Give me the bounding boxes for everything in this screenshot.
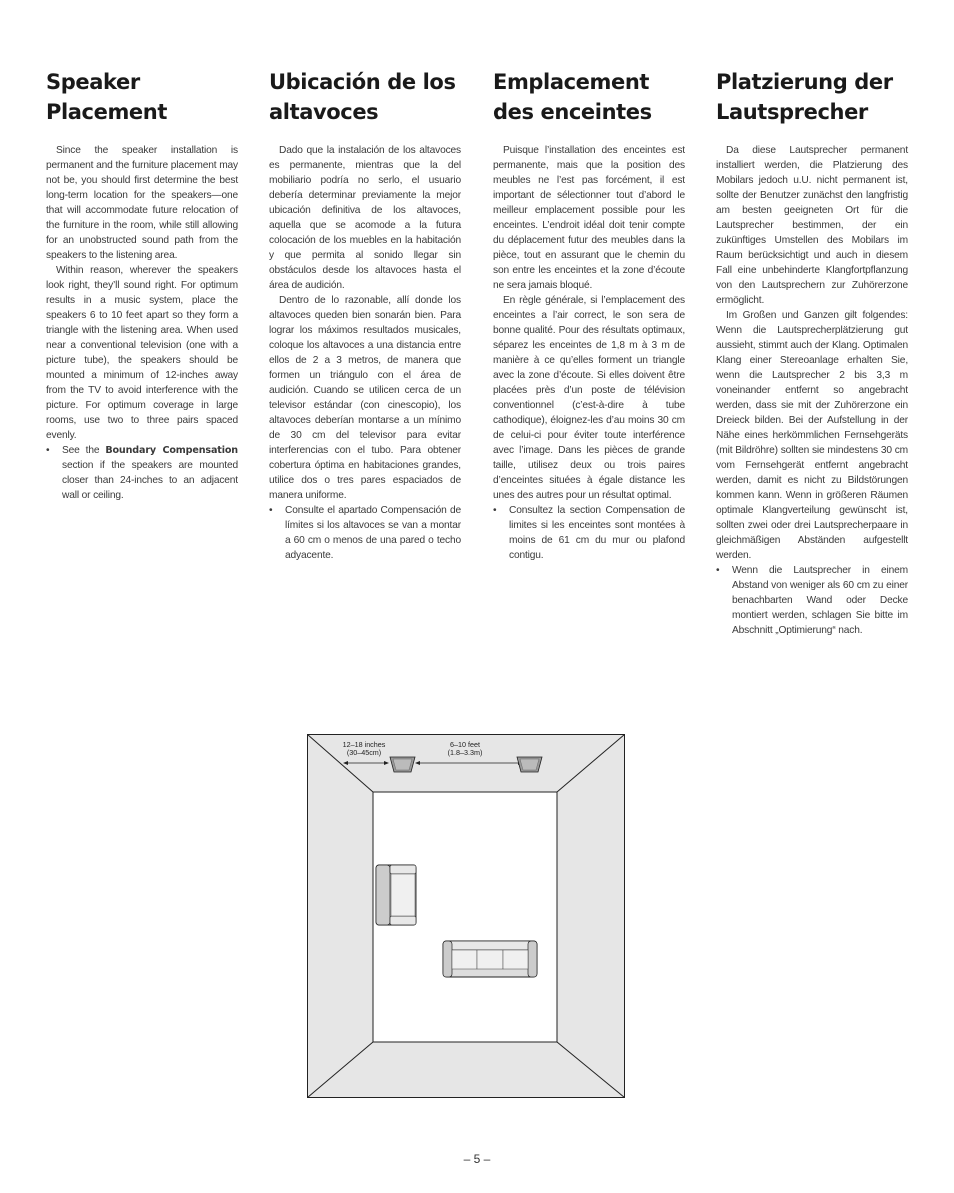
speaker-spacing-label: 6–10 feet xyxy=(450,740,480,749)
paragraph: Da diese Lautsprecher permanent installiert werden, die Platzierung des Mobilars jedoch u.U. nicht permanent ist, sollte der Benutzer zunächst den langfristig am besten geeigneten Ort für die Lautsprecher bestimmen, der ein zukünftiges Umstellen des Mobilars im Raum berücksichtigt und auch in diesem Fall eine unbehinderte Klangfortpflanzung von den Lautsprechern zur Zuhörerzone ermöglicht. xyxy=(716,145,908,306)
bullet-list xyxy=(269,503,461,563)
bullet-glyph: • xyxy=(269,505,273,516)
bullet-glyph: • xyxy=(716,565,720,576)
bullet-text: Wenn die Lautsprecher in einem Abstand von weniger als 60 cm zu einer benachbarten Wand oder Decke montiert werden, schlagen Sie bitte im Abschnitt „Optimierung“ nach. xyxy=(732,565,908,636)
bullet-text: Consulte el apartado Compensación de límites si los altavoces se van a montar a 60 cm o menos de una pared o techo adyacente. xyxy=(285,505,461,561)
bullet-text: See the xyxy=(62,445,106,456)
page-number: – 5 – xyxy=(463,1152,491,1166)
bullet-item xyxy=(493,503,685,563)
wall-distance-label: 12–18 inches xyxy=(342,740,386,749)
paragraph: Within reason, wherever the speakers look right, they’ll sound right. For optimum results in a music system, place the speakers 6 to 10 feet apart so they form a triangle with the listening area. When used near a conventional television (one with a picture tube), the speakers should be mounted a minimum of 12-inches away from the TV to avoid interference with the picture. For optimum coverage in large rooms, use two to three pairs spaced evenly. xyxy=(46,265,238,441)
column-french xyxy=(493,68,685,563)
bullet-list xyxy=(716,563,908,638)
paragraph: Dentro de lo razonable, allí donde los altavoces queden bien sonarán bien. Para lograr los máximos resultados musicales, coloque los altavoces a una distancia entre ellos de 2 a 3 metros, de manera que formen un triángulo con el área de audición. Cuando se utilicen cerca de un televisor estándar (con cinescopio), los altavoces deberían montarse a un mínimo de 30 cm del televisor para evitar interferencias con el tubo. Para obtener cobertura óptima en habitaciones grandes, utilice dos o tres pares espaciados de manera uniforme. xyxy=(269,295,461,501)
sofa-icon xyxy=(443,941,537,977)
armchair-icon xyxy=(376,865,416,925)
paragraph: Since the speaker installation is permanent and the furniture placement may not be, you should first determine the best long-term location for the speakers—one that will accommodate future relocation of the furniture in the room, while still allowing for an unobstructed sound path from the speakers to the listening area. xyxy=(46,145,238,261)
bullet-item xyxy=(716,563,908,638)
paragraph: Puisque l’installation des enceintes est permanente, mais que la position des meubles ne l’est pas forcément, il est important de sélectionner tout d’abord le meilleur emplacement possible pour les enceintes. L’endroit idéal doit tenir compte du déplacement futur des meubles dans la pièce, tout en assurant que le chemin du son entre les enceintes et la zone d’écoute ne sera jamais bloqué. xyxy=(493,145,685,291)
boundary-compensation-reference: Boundary Compensation xyxy=(105,445,238,456)
paragraph: En règle générale, si l’emplacement des enceintes a l’air correct, le son sera de bonne qualité. Pour des résultats optimaux, séparez les enceintes de 1,8 m à 3 m de manière à ce qu’elles forment un triangle avec la zone d’écoute. Si elles doivent être placées près d’un poste de télévision conventionnel (c’est-à-dire à tube cathodique), éloignez-les d’au moins 30 cm de celui-ci pour éviter toute interférence avec l’image. Dans les pièces de grande taille, utilisez deux ou trois paires d’enceintes situées à égale distance les unes des autres pour un résultat optimal. xyxy=(493,295,685,501)
bullet-list xyxy=(46,443,238,503)
paragraph: Dado que la instalación de los altavoces es permanente, mientras que la del mobiliario podría no serlo, el usuario debería determinar previamente la mejor ubicación definitiva de los altavoces, aquella que se acomode a la futura colocación de los muebles en la habitación y que permita al sonido llegar sin obstáculos desde los altavoces hasta el área de audición. xyxy=(269,145,461,291)
heading-emplacement: Emplacement des enceintes xyxy=(493,70,652,124)
bullet-glyph: • xyxy=(493,505,497,516)
column-spanish xyxy=(269,68,461,563)
left-speaker-icon xyxy=(390,757,415,772)
speaker-spacing-label-metric: (1.8–3.3m) xyxy=(447,748,483,757)
bullet-glyph: • xyxy=(46,445,50,456)
right-speaker-icon xyxy=(517,757,542,772)
heading-ubicacion: Ubicación de los altavoces xyxy=(269,70,456,124)
heading-speaker-placement: Speaker Placement xyxy=(46,70,167,124)
bullet-text: section if the speakers are mounted closer than 24-inches to an adjacent wall or ceiling. xyxy=(62,460,238,501)
bullet-list xyxy=(493,503,685,563)
bullet-text: Consultez la section Compensation de limites si les enceintes sont montées à moins de 61 cm du mur ou plafond contigu. xyxy=(509,505,685,561)
paragraph: Im Großen und Ganzen gilt folgendes: Wenn die Lautsprecherplätzierung gut aussieht, stimmt auch der Klang. Optimalen Klang einer Stereoanlage erhalten Sie, wenn die Lautsprecher 2 bis 3,3 m voneinander entfernt so angebracht werden, dass sie mit der Zuhörerzone ein Dreieck bilden. Bei der Aufstellung in der Nähe eines herkömmlichen Fernsehgeräts (mit Bildröhre) sollten sie mindestens 30 cm vom Fernsehgerät entfernt angebracht werden, damit es nicht zu Bildstörungen kommen kann. Wenn in größeren Räumen optimale Klangverteilung gewünscht ist, sollten zwei oder drei Lautsprecherpaare in gleichmäßigen Abständen aufgestellt werden. xyxy=(716,310,908,561)
column-english xyxy=(46,68,238,503)
bullet-item xyxy=(269,503,461,563)
bullet-item xyxy=(46,443,238,503)
column-german xyxy=(716,68,908,638)
wall-distance-label-metric: (30–45cm) xyxy=(346,748,382,757)
heading-platzierung: Platzierung der Lautsprecher xyxy=(716,70,893,124)
room-placement-diagram xyxy=(307,734,627,1100)
